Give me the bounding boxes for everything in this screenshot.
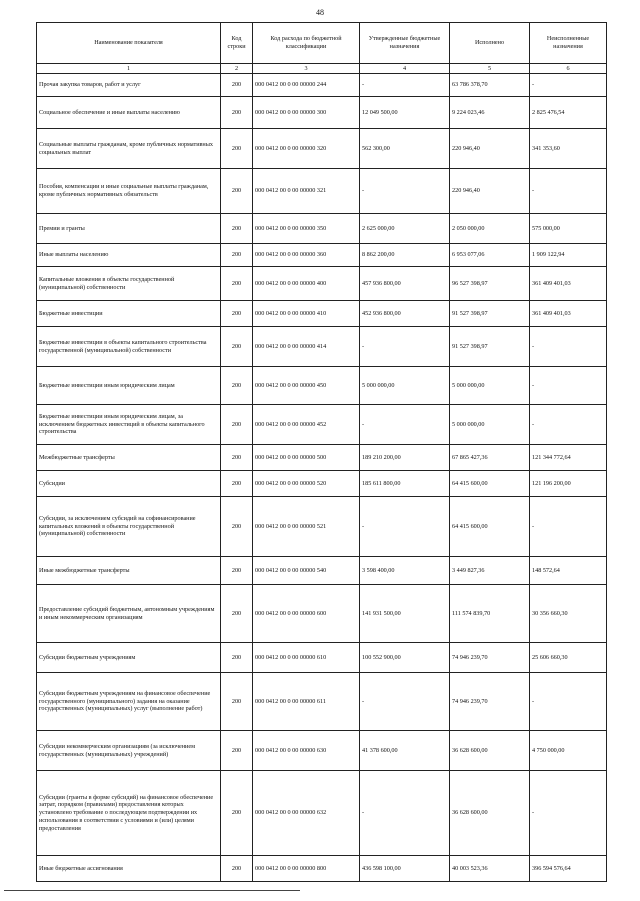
row-name: Прочая закупка товаров, работ и услуг — [37, 74, 221, 97]
row-classification-code: 000 0412 00 0 00 00000 540 — [253, 557, 360, 585]
header-unexecuted: Неисполненные назначения — [530, 23, 607, 64]
row-unexecuted-amount: 30 356 660,30 — [530, 585, 607, 643]
row-name: Субсидии, за исключением субсидий на софинансирование капитальных вложений в объекты государственной (муниципальной) собственности — [37, 497, 221, 557]
row-approved-amount: 457 936 800,00 — [360, 267, 450, 301]
column-number: 6 — [530, 64, 607, 74]
row-approved-amount: - — [360, 74, 450, 97]
row-approved-amount: 100 552 900,00 — [360, 643, 450, 673]
header-name: Наименование показателя — [37, 23, 221, 64]
row-line-code: 200 — [221, 367, 253, 405]
table-row — [37, 856, 607, 882]
row-line-code: 200 — [221, 856, 253, 882]
row-classification-code: 000 0412 00 0 00 00000 414 — [253, 327, 360, 367]
row-line-code: 200 — [221, 169, 253, 214]
row-unexecuted-amount: 148 572,64 — [530, 557, 607, 585]
row-approved-amount: - — [360, 497, 450, 557]
row-executed-amount: 67 865 427,36 — [450, 445, 530, 471]
table-row — [37, 405, 607, 445]
row-line-code: 200 — [221, 497, 253, 557]
page-number: 48 — [316, 8, 324, 17]
table-header-row — [37, 23, 607, 64]
row-name: Социальное обеспечение и иные выплаты населению — [37, 97, 221, 129]
column-number: 1 — [37, 64, 221, 74]
row-unexecuted-amount: 1 909 122,94 — [530, 244, 607, 267]
row-approved-amount: 185 611 800,00 — [360, 471, 450, 497]
row-name: Субсидии (гранты в форме субсидий) на финансовое обеспечение затрат, порядком (правилами) предоставления которых установлено требование о последующем подтверждении их использования в соответствии с условиями и (или) целями предоставления — [37, 771, 221, 856]
table-row — [37, 771, 607, 856]
row-name: Социальные выплаты гражданам, кроме публичных нормативных социальных выплат — [37, 129, 221, 169]
row-approved-amount: 452 936 800,00 — [360, 301, 450, 327]
budget-report-table — [36, 22, 607, 882]
row-classification-code: 000 0412 00 0 00 00000 360 — [253, 244, 360, 267]
row-classification-code: 000 0412 00 0 00 00000 452 — [253, 405, 360, 445]
row-name: Субсидии бюджетным учреждениям — [37, 643, 221, 673]
column-number: 5 — [450, 64, 530, 74]
row-name: Субсидии бюджетным учреждениям на финансовое обеспечение государственного (муниципального) задания на оказание государственных (муниципальных) услуг (выполнение работ) — [37, 673, 221, 731]
row-line-code: 200 — [221, 557, 253, 585]
row-name: Иные межбюджетные трансферты — [37, 557, 221, 585]
row-name: Капитальные вложения в объекты государственной (муниципальной) собственности — [37, 267, 221, 301]
row-line-code: 200 — [221, 129, 253, 169]
row-executed-amount: 40 003 523,36 — [450, 856, 530, 882]
header-classification: Код расхода по бюджетной классификации — [253, 23, 360, 64]
table-row — [37, 731, 607, 771]
row-executed-amount: 5 000 000,00 — [450, 405, 530, 445]
table-row — [37, 129, 607, 169]
row-approved-amount: 141 931 500,00 — [360, 585, 450, 643]
row-name: Бюджетные инвестиции в объекты капитального строительства государственной (муниципальной) собственности — [37, 327, 221, 367]
table-row — [37, 169, 607, 214]
row-unexecuted-amount: - — [530, 169, 607, 214]
row-name: Иные выплаты населению — [37, 244, 221, 267]
row-approved-amount: 189 210 200,00 — [360, 445, 450, 471]
row-executed-amount: 220 946,40 — [450, 169, 530, 214]
column-number-row — [37, 64, 607, 74]
table-row — [37, 557, 607, 585]
row-executed-amount: 6 953 077,06 — [450, 244, 530, 267]
row-unexecuted-amount: - — [530, 405, 607, 445]
table-row — [37, 267, 607, 301]
row-approved-amount: 41 378 600,00 — [360, 731, 450, 771]
header-approved: Утвержденные бюджетные назначения — [360, 23, 450, 64]
row-line-code: 200 — [221, 405, 253, 445]
row-unexecuted-amount: 341 353,60 — [530, 129, 607, 169]
row-line-code: 200 — [221, 731, 253, 771]
row-unexecuted-amount: - — [530, 367, 607, 405]
row-line-code: 200 — [221, 445, 253, 471]
row-line-code: 200 — [221, 643, 253, 673]
row-classification-code: 000 0412 00 0 00 00000 450 — [253, 367, 360, 405]
row-classification-code: 000 0412 00 0 00 00000 611 — [253, 673, 360, 731]
row-classification-code: 000 0412 00 0 00 00000 320 — [253, 129, 360, 169]
row-approved-amount: 12 049 500,00 — [360, 97, 450, 129]
row-classification-code: 000 0412 00 0 00 00000 400 — [253, 267, 360, 301]
row-classification-code: 000 0412 00 0 00 00000 244 — [253, 74, 360, 97]
table-row — [37, 74, 607, 97]
row-line-code: 200 — [221, 771, 253, 856]
column-number: 3 — [253, 64, 360, 74]
row-name: Межбюджетные трансферты — [37, 445, 221, 471]
table-row — [37, 97, 607, 129]
header-executed: Исполнено — [450, 23, 530, 64]
row-unexecuted-amount: 361 409 401,03 — [530, 301, 607, 327]
table-row — [37, 301, 607, 327]
row-name: Субсидии — [37, 471, 221, 497]
row-executed-amount: 91 527 398,97 — [450, 327, 530, 367]
row-executed-amount: 36 628 600,00 — [450, 731, 530, 771]
table-row — [37, 327, 607, 367]
row-classification-code: 000 0412 00 0 00 00000 410 — [253, 301, 360, 327]
row-unexecuted-amount: 361 409 401,03 — [530, 267, 607, 301]
header-line-code: Код строки — [221, 23, 253, 64]
row-classification-code: 000 0412 00 0 00 00000 800 — [253, 856, 360, 882]
table-row — [37, 497, 607, 557]
row-unexecuted-amount: - — [530, 673, 607, 731]
row-approved-amount: - — [360, 327, 450, 367]
row-executed-amount: 96 527 398,97 — [450, 267, 530, 301]
row-classification-code: 000 0412 00 0 00 00000 610 — [253, 643, 360, 673]
row-classification-code: 000 0412 00 0 00 00000 600 — [253, 585, 360, 643]
row-approved-amount: 8 862 200,00 — [360, 244, 450, 267]
row-name: Пособия, компенсации и иные социальные выплаты гражданам, кроме публичных нормативных обязательств — [37, 169, 221, 214]
row-executed-amount: 3 449 827,36 — [450, 557, 530, 585]
row-approved-amount: - — [360, 405, 450, 445]
row-line-code: 200 — [221, 471, 253, 497]
row-unexecuted-amount: 25 606 660,30 — [530, 643, 607, 673]
row-unexecuted-amount: 121 196 200,00 — [530, 471, 607, 497]
row-classification-code: 000 0412 00 0 00 00000 500 — [253, 445, 360, 471]
row-classification-code: 000 0412 00 0 00 00000 520 — [253, 471, 360, 497]
row-executed-amount: 36 628 600,00 — [450, 771, 530, 856]
row-name: Бюджетные инвестиции — [37, 301, 221, 327]
row-line-code: 200 — [221, 244, 253, 267]
row-unexecuted-amount: - — [530, 74, 607, 97]
row-name: Предоставление субсидий бюджетным, автономным учреждениям и иным некоммерческим организациям — [37, 585, 221, 643]
row-classification-code: 000 0412 00 0 00 00000 321 — [253, 169, 360, 214]
row-line-code: 200 — [221, 301, 253, 327]
row-classification-code: 000 0412 00 0 00 00000 300 — [253, 97, 360, 129]
row-approved-amount: 5 000 000,00 — [360, 367, 450, 405]
row-name: Субсидии некоммерческим организациям (за исключением государственных (муниципальных) учреждений) — [37, 731, 221, 771]
table-row — [37, 214, 607, 244]
row-executed-amount: 9 224 023,46 — [450, 97, 530, 129]
table-row — [37, 367, 607, 405]
row-executed-amount: 111 574 839,70 — [450, 585, 530, 643]
row-executed-amount: 64 415 600,00 — [450, 497, 530, 557]
row-unexecuted-amount: 575 000,00 — [530, 214, 607, 244]
row-classification-code: 000 0412 00 0 00 00000 350 — [253, 214, 360, 244]
row-executed-amount: 220 946,40 — [450, 129, 530, 169]
row-approved-amount: 3 598 400,00 — [360, 557, 450, 585]
table-row — [37, 673, 607, 731]
row-classification-code: 000 0412 00 0 00 00000 630 — [253, 731, 360, 771]
row-line-code: 200 — [221, 74, 253, 97]
row-unexecuted-amount: 2 825 476,54 — [530, 97, 607, 129]
table-row — [37, 471, 607, 497]
row-unexecuted-amount: 121 344 772,64 — [530, 445, 607, 471]
row-executed-amount: 91 527 398,97 — [450, 301, 530, 327]
row-classification-code: 000 0412 00 0 00 00000 632 — [253, 771, 360, 856]
row-approved-amount: - — [360, 673, 450, 731]
column-number: 2 — [221, 64, 253, 74]
row-name: Иные бюджетные ассигнования — [37, 856, 221, 882]
row-approved-amount: 562 300,00 — [360, 129, 450, 169]
row-unexecuted-amount: 4 750 000,00 — [530, 731, 607, 771]
row-approved-amount: - — [360, 771, 450, 856]
table-body — [37, 74, 607, 882]
row-line-code: 200 — [221, 673, 253, 731]
row-classification-code: 000 0412 00 0 00 00000 521 — [253, 497, 360, 557]
row-executed-amount: 64 415 600,00 — [450, 471, 530, 497]
row-name: Бюджетные инвестиции иным юридическим лицам, за исключением бюджетных инвестиций в объекты капитального строительства — [37, 405, 221, 445]
row-executed-amount: 63 786 378,70 — [450, 74, 530, 97]
row-approved-amount: 2 625 000,00 — [360, 214, 450, 244]
row-unexecuted-amount: - — [530, 327, 607, 367]
table-row — [37, 445, 607, 471]
table-row — [37, 585, 607, 643]
row-unexecuted-amount: - — [530, 771, 607, 856]
row-line-code: 200 — [221, 327, 253, 367]
row-line-code: 200 — [221, 267, 253, 301]
footer-rule — [4, 890, 300, 891]
row-approved-amount: - — [360, 169, 450, 214]
row-name: Премии и гранты — [37, 214, 221, 244]
table-row — [37, 643, 607, 673]
row-approved-amount: 436 598 100,00 — [360, 856, 450, 882]
row-unexecuted-amount: - — [530, 497, 607, 557]
column-number: 4 — [360, 64, 450, 74]
row-executed-amount: 5 000 000,00 — [450, 367, 530, 405]
table-row — [37, 244, 607, 267]
row-executed-amount: 2 050 000,00 — [450, 214, 530, 244]
row-line-code: 200 — [221, 97, 253, 129]
row-executed-amount: 74 946 239,70 — [450, 673, 530, 731]
row-unexecuted-amount: 396 594 576,64 — [530, 856, 607, 882]
row-line-code: 200 — [221, 585, 253, 643]
row-name: Бюджетные инвестиции иным юридическим лицам — [37, 367, 221, 405]
row-executed-amount: 74 946 239,70 — [450, 643, 530, 673]
row-line-code: 200 — [221, 214, 253, 244]
